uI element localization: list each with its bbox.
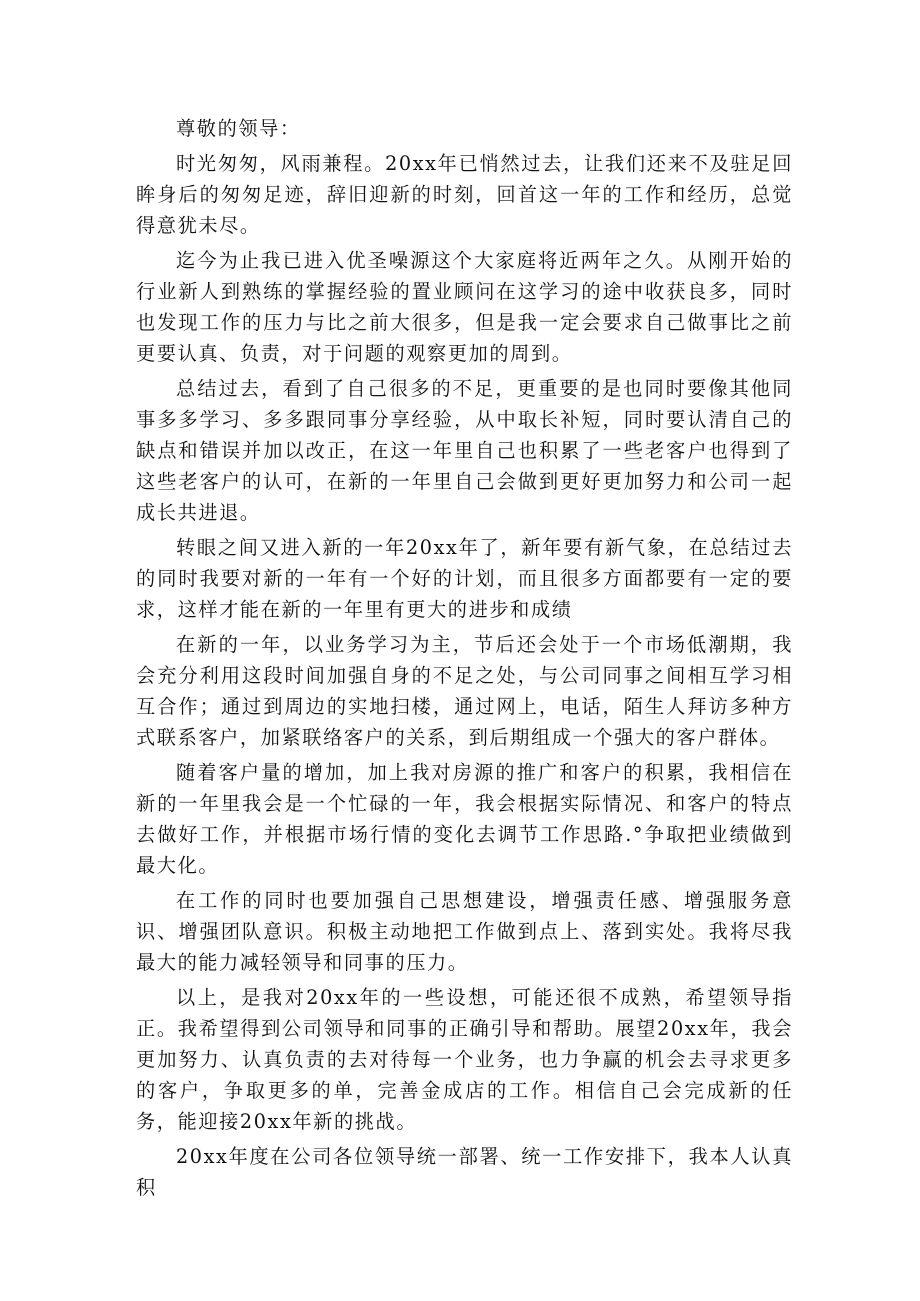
paragraph-2: 迄今为止我已进入优圣噪源这个大家庭将近两年之久。从刚开始的行业新人到熟练的掌握经验的置业顾问在这学习的途中收获良多，同时也发现工作的压力与比之前大很多，但是我一定会要求自己做事比之前更要认真、负责，对于问题的观察更加的周到。 xyxy=(136,249,793,365)
paragraph-9: 20xx年度在公司各位领导统一部署、统一工作安排下，我本人认真积 xyxy=(136,1145,793,1199)
paragraph-7: 在工作的同时也要加强自己思想建设，增强责任感、增强服务意识、增强团队意识。积极主动地把工作做到点上、落到实处。我将尽我最大的能力减轻领导和同事的压力。 xyxy=(136,889,793,974)
paragraph-4: 转眼之间又进入新的一年20xx年了，新年要有新气象，在总结过去的同时我要对新的一年有一个好的计划，而且很多方面都要有一定的要求，这样才能在新的一年里有更大的进步和成绩 xyxy=(136,536,793,621)
document-body xyxy=(136,113,793,1203)
paragraph-3: 总结过去，看到了自己很多的不足，更重要的是也同时要像其他同事多多学习、多多跟同事分享经验，从中取长补短，同时要认清自己的缺点和错误并加以改正，在这一年里自己也积累了一些老客户也得到了这些老客户的认可，在新的一年里自己会做到更好更加努力和公司一起成长共进退。 xyxy=(136,377,793,524)
paragraph-6: 随着客户量的增加，加上我对房源的推广和客户的积累，我相信在新的一年里我会是一个忙碌的一年，我会根据实际情况、和客户的特点去做好工作，并根据市场行情的变化去调节工作思路.°争取把业绩做到最大化。 xyxy=(136,761,793,877)
paragraph-1: 时光匆匆，风雨兼程。20xx年已悄然过去，让我们还来不及驻足回眸身后的匆匆足迹，辞旧迎新的时刻，回首这一年的工作和经历，总觉得意犹未尽。 xyxy=(136,152,793,237)
salutation: 尊敬的领导： xyxy=(176,117,301,140)
paragraph-8: 以上，是我对20xx年的一些设想，可能还很不成熟，希望领导指正。我希望得到公司领导和同事的正确引导和帮助。展望20xx年，我会更加努力、认真负责的去对待每一个业务，也力争赢的机会去寻求更多的客户，争取更多的单，完善金成店的工作。相信自己会完成新的任务，能迎接20xx年新的挑战。 xyxy=(136,986,793,1133)
paragraph-5: 在新的一年，以业务学习为主，节后还会处于一个市场低潮期，我会充分利用这段时间加强自身的不足之处，与公司同事之间相互学习相互合作；通过到周边的实地扫楼，通过网上，电话，陌生人拜访多种方式联系客户，加紧联络客户的关系，到后期组成一个强大的客户群体。 xyxy=(136,633,793,749)
